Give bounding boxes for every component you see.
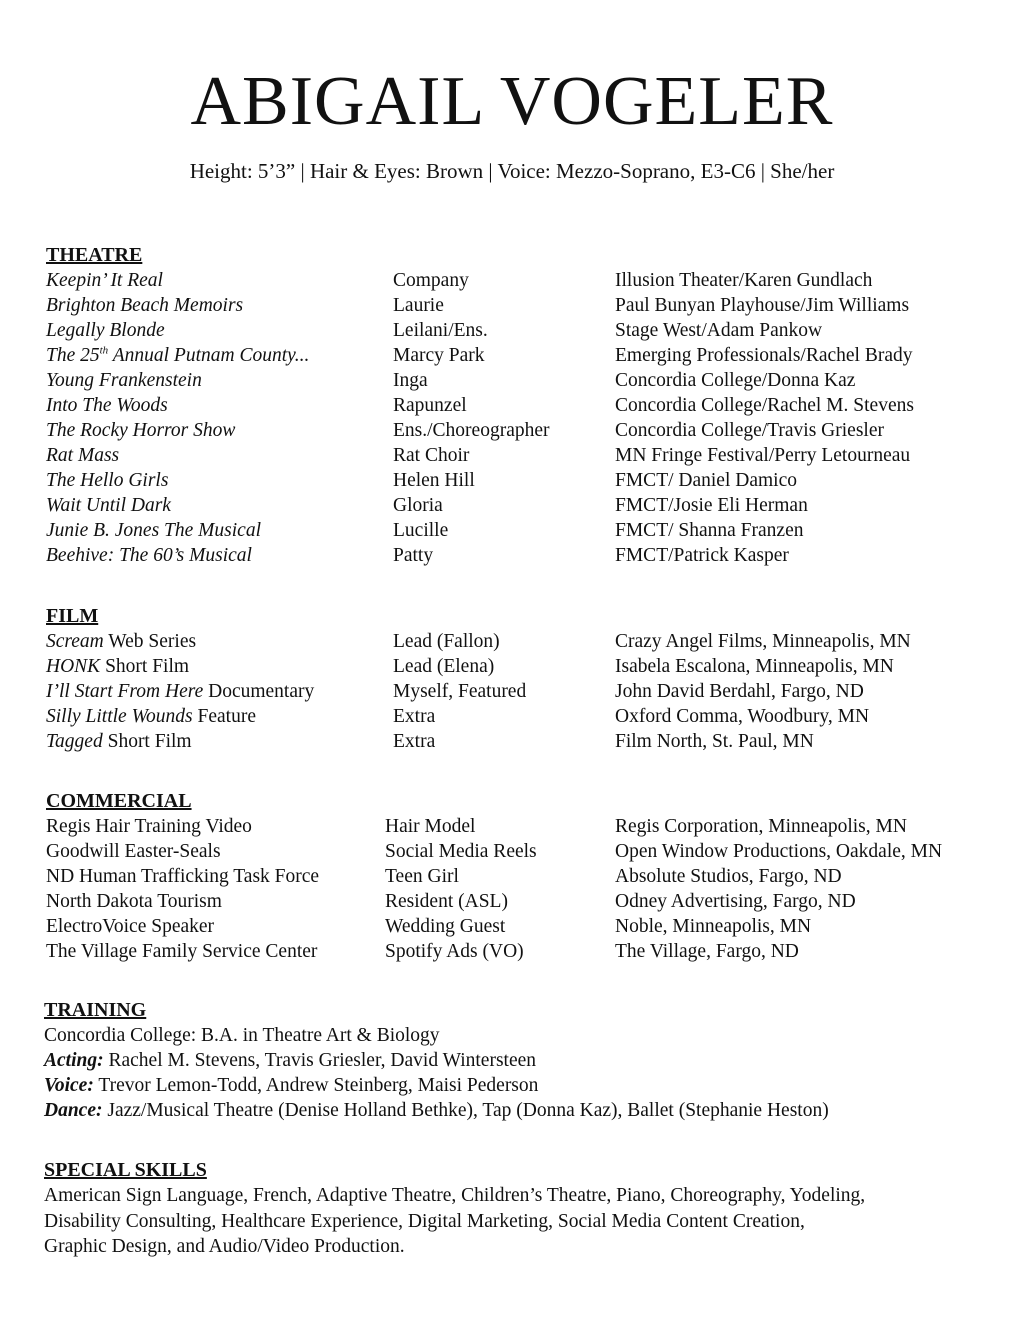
credit-role: Company bbox=[393, 270, 469, 291]
credit-row bbox=[46, 418, 996, 443]
credit-row bbox=[46, 914, 996, 939]
credit-title: Silly Little Wounds Feature bbox=[46, 706, 256, 727]
credit-company: Illusion Theater/Karen Gundlach bbox=[615, 270, 873, 291]
credit-company: Stage West/Adam Pankow bbox=[615, 320, 823, 341]
training-heading: TRAINING bbox=[44, 999, 147, 1021]
credit-role: Spotify Ads (VO) bbox=[385, 941, 524, 962]
actor-name: ABIGAIL VOGELER bbox=[190, 63, 834, 140]
credit-company: Concordia College/Rachel M. Stevens bbox=[615, 395, 914, 416]
theatre-section bbox=[46, 243, 996, 568]
training-dance: Dance: Jazz/Musical Theatre (Denise Holland Bethke), Tap (Donna Kaz), Ballet (Stephanie Heston) bbox=[44, 1100, 829, 1121]
credit-row bbox=[46, 814, 996, 839]
commercial-heading: COMMERCIAL bbox=[46, 790, 192, 812]
training-section bbox=[44, 998, 994, 1123]
credit-title: The 25th Annual Putnam County... bbox=[46, 344, 310, 366]
skills-line: Graphic Design, and Audio/Video Production. bbox=[44, 1236, 405, 1257]
credit-row bbox=[46, 704, 996, 729]
credit-role: Hair Model bbox=[385, 816, 476, 837]
credit-role: Gloria bbox=[393, 495, 443, 516]
credit-title: Goodwill Easter-Seals bbox=[46, 841, 221, 862]
credit-row bbox=[46, 543, 996, 568]
credit-row bbox=[46, 864, 996, 889]
credit-company: Noble, Minneapolis, MN bbox=[615, 916, 812, 937]
credit-role: Rapunzel bbox=[393, 395, 467, 416]
credit-title: I’ll Start From Here Documentary bbox=[46, 681, 315, 702]
credit-role: Myself, Featured bbox=[393, 681, 527, 702]
credit-company: Concordia College/Donna Kaz bbox=[615, 370, 856, 391]
credit-company: Open Window Productions, Oakdale, MN bbox=[615, 841, 943, 862]
credit-row bbox=[46, 293, 996, 318]
credit-company: Crazy Angel Films, Minneapolis, MN bbox=[615, 631, 911, 652]
credit-company: The Village, Fargo, ND bbox=[615, 941, 799, 962]
credit-title: North Dakota Tourism bbox=[46, 891, 222, 912]
credit-role: Resident (ASL) bbox=[385, 891, 508, 912]
credit-company: John David Berdahl, Fargo, ND bbox=[615, 681, 864, 702]
credit-title: Brighton Beach Memoirs bbox=[46, 295, 244, 316]
credit-row bbox=[46, 939, 996, 964]
credit-row bbox=[46, 393, 996, 418]
credit-row bbox=[46, 679, 996, 704]
credit-title: HONK Short Film bbox=[46, 656, 190, 677]
training-voice: Voice: Trevor Lemon-Todd, Andrew Steinberg, Maisi Pederson bbox=[44, 1075, 539, 1096]
skills-line: Disability Consulting, Healthcare Experience, Digital Marketing, Social Media Content Creation, bbox=[44, 1210, 805, 1232]
credit-role: Social Media Reels bbox=[385, 841, 537, 862]
credit-company: Absolute Studios, Fargo, ND bbox=[615, 866, 842, 887]
credit-company: Paul Bunyan Playhouse/Jim Williams bbox=[615, 295, 910, 316]
credit-title: The Rocky Horror Show bbox=[46, 420, 236, 441]
credit-title: ND Human Trafficking Task Force bbox=[46, 866, 320, 887]
credit-company: FMCT/ Daniel Damico bbox=[615, 470, 797, 491]
credit-title: Young Frankenstein bbox=[46, 370, 202, 391]
film-section bbox=[46, 604, 996, 754]
skills-section bbox=[44, 1158, 994, 1260]
credit-row bbox=[46, 654, 996, 679]
credit-row bbox=[46, 493, 996, 518]
skills-heading: SPECIAL SKILLS bbox=[44, 1159, 207, 1181]
film-heading: FILM bbox=[46, 605, 99, 627]
credit-title: Regis Hair Training Video bbox=[46, 816, 252, 837]
skills-line: American Sign Language, French, Adaptive Theatre, Children’s Theatre, Piano, Choreography, Yodeling, bbox=[44, 1185, 866, 1206]
credit-role: Marcy Park bbox=[393, 345, 485, 366]
credit-role: Rat Choir bbox=[393, 445, 470, 466]
credit-role: Patty bbox=[393, 545, 434, 566]
credit-row bbox=[46, 518, 996, 543]
credit-role: Extra bbox=[393, 731, 436, 752]
credit-role: Wedding Guest bbox=[385, 916, 506, 937]
credit-title: Tagged Short Film bbox=[46, 731, 192, 752]
credit-row bbox=[46, 839, 996, 864]
credit-title: Rat Mass bbox=[46, 445, 120, 466]
credit-title: The Hello Girls bbox=[46, 470, 169, 491]
credit-company: Odney Advertising, Fargo, ND bbox=[615, 891, 856, 912]
training-degree: Concordia College: B.A. in Theatre Art & Biology bbox=[44, 1025, 440, 1046]
credit-company: Regis Corporation, Minneapolis, MN bbox=[615, 816, 907, 837]
credit-row bbox=[46, 318, 996, 343]
actor-stats: Height: 5’3” | Hair & Eyes: Brown | Voice: Mezzo-Soprano, E3-C6 | She/her bbox=[189, 159, 835, 183]
credit-role: Inga bbox=[393, 370, 428, 391]
credit-role: Leilani/Ens. bbox=[393, 320, 488, 341]
credit-row bbox=[46, 343, 996, 368]
credit-title: Scream Web Series bbox=[46, 631, 197, 652]
credit-role: Lead (Fallon) bbox=[393, 631, 500, 652]
theatre-heading: THEATRE bbox=[46, 244, 143, 266]
credit-role: Helen Hill bbox=[393, 470, 475, 491]
credit-company: FMCT/Josie Eli Herman bbox=[615, 495, 808, 516]
credit-title: Legally Blonde bbox=[46, 320, 165, 341]
credit-title: Wait Until Dark bbox=[46, 495, 171, 516]
skills-text bbox=[44, 1183, 984, 1260]
credit-title: Keepin’ It Real bbox=[46, 270, 163, 291]
credit-row bbox=[46, 368, 996, 393]
credit-company: Oxford Comma, Woodbury, MN bbox=[615, 706, 870, 727]
credit-role: Laurie bbox=[393, 295, 444, 316]
credit-role: Ens./Choreographer bbox=[393, 420, 550, 441]
credit-company: FMCT/Patrick Kasper bbox=[615, 545, 789, 566]
credit-role: Teen Girl bbox=[385, 866, 459, 887]
credit-row bbox=[46, 889, 996, 914]
credit-role: Lucille bbox=[393, 520, 449, 541]
credit-company: Emerging Professionals/Rachel Brady bbox=[615, 345, 913, 366]
credit-title: ElectroVoice Speaker bbox=[46, 916, 215, 937]
credit-role: Lead (Elena) bbox=[393, 656, 495, 677]
credit-row bbox=[46, 468, 996, 493]
credit-title: Beehive: The 60’s Musical bbox=[46, 545, 252, 566]
credit-row bbox=[46, 629, 996, 654]
credit-company: Isabela Escalona, Minneapolis, MN bbox=[615, 656, 894, 677]
training-acting: Acting: Rachel M. Stevens, Travis Griesler, David Wintersteen bbox=[44, 1050, 537, 1071]
credit-title: The Village Family Service Center bbox=[46, 941, 318, 962]
credit-row bbox=[46, 268, 996, 293]
credit-company: Film North, St. Paul, MN bbox=[615, 731, 814, 752]
credit-title: Into The Woods bbox=[46, 395, 168, 416]
credit-company: FMCT/ Shanna Franzen bbox=[615, 520, 804, 541]
credit-row bbox=[46, 443, 996, 468]
credit-company: MN Fringe Festival/Perry Letourneau bbox=[615, 445, 911, 466]
credit-row bbox=[46, 729, 996, 754]
credit-company: Concordia College/Travis Griesler bbox=[615, 420, 884, 441]
credit-role: Extra bbox=[393, 706, 436, 727]
commercial-section bbox=[46, 789, 996, 964]
credit-title: Junie B. Jones The Musical bbox=[46, 520, 261, 541]
